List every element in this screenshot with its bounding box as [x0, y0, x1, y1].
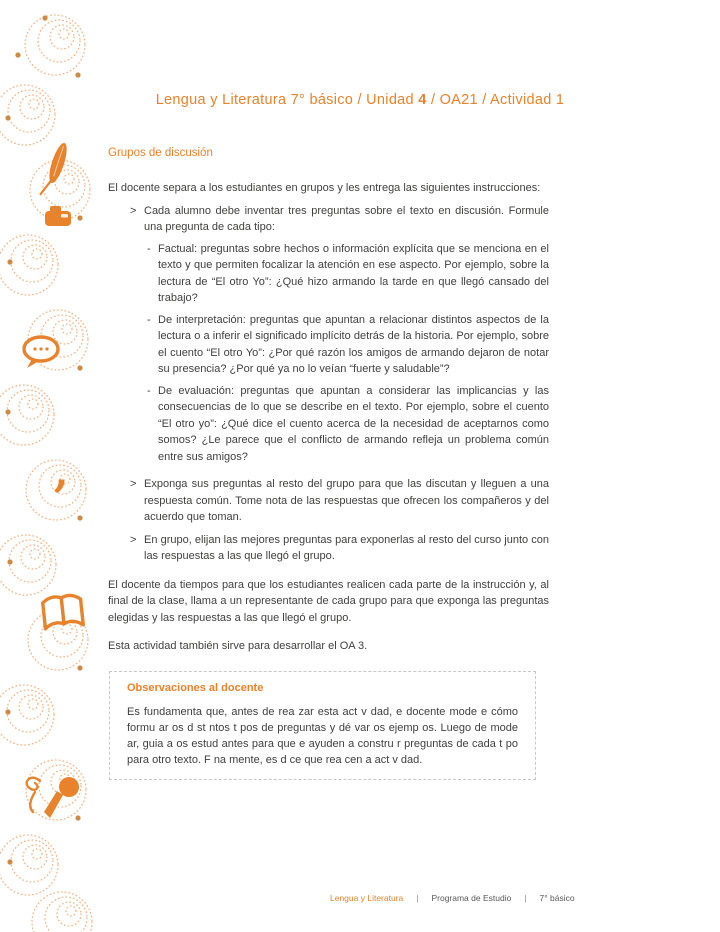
footer-separator: |: [524, 893, 527, 903]
list-item: [108, 532, 549, 565]
instruction-list: [108, 203, 549, 565]
section-heading: Grupos de discusión: [108, 147, 213, 159]
doodle-dots: [5, 15, 82, 864]
footer-program: Programa de Estudio: [431, 893, 512, 903]
list-item-text: En grupo, elijan las mejores preguntas para exponerlas al resto del curso junto con las respuestas a las que llegó el grupo.: [144, 533, 549, 562]
ink-pot-icon: [45, 206, 71, 226]
main-content: [108, 146, 549, 780]
open-book-icon: [42, 594, 83, 628]
microphone-icon: [27, 777, 79, 818]
quill-icon: [41, 141, 71, 198]
chevron-bullet-icon: >: [130, 204, 137, 217]
left-margin-decoration: [0, 0, 100, 932]
page-title-suffix: / OA21 / Actividad 1: [426, 92, 565, 108]
footer-brand: Lengua y Literatura: [330, 893, 404, 903]
page-title: [0, 92, 720, 108]
speech-bubble-icon: [24, 337, 58, 368]
list-item: [144, 241, 549, 307]
teacher-observations-body: Es fundamenta que, antes de rea zar esta act v dad, e docente mode e cómo formu ar os d st ntos t pos de preguntas y dé var os ejemp os. Luego de mode ar, guia a os estud antes para que e ayuden a constru r preguntas de cada t po para otro texto. F na mente, es d ce que rea cen a act v dad.: [127, 705, 518, 766]
footer-grade: 7° básico: [539, 893, 575, 903]
teacher-observations-title: Observaciones al docente: [127, 681, 264, 694]
question-type-list: [144, 241, 549, 466]
comma-icon: ,: [54, 447, 69, 496]
list-item-text: Factual: preguntas sobre hechos o información explícita que se menciona en el texto y que permiten focalizar la atención en ese aspecto. Por ejemplo, sobre la lectura de “El otro Yo”: ¿Qué hizo armando la tarde en que llegó cansado del trabajo?: [158, 242, 549, 304]
list-item-text: Exponga sus preguntas al resto del grupo para que las discutan y lleguen a una respuesta común. Tome nota de las respuestas que ofrecen los compañeros y del acuerdo que toman.: [144, 478, 549, 523]
list-item: [144, 312, 549, 378]
dash-bullet-icon: -: [147, 384, 151, 397]
list-item: [144, 383, 549, 466]
list-item: [108, 203, 549, 471]
dash-bullet-icon: -: [147, 313, 151, 326]
list-item-text: De evaluación: preguntas que apuntan a considerar las implicancias y las consecuencias de lo que se describe en el texto. Por ejemplo, sobre el cuento “El otro yo”: ¿Qué dice el cuento acerca de la necesidad de aceptarnos como somos? ¿Le parece que el conflicto de armando refleja un problema común entre sus amigos?: [158, 384, 549, 463]
list-item-body: [144, 476, 549, 526]
page-title-prefix: Lengua y Literatura 7° básico / Unidad: [155, 92, 419, 108]
list-item-body: [144, 532, 549, 565]
page-footer: [330, 893, 575, 903]
page-title-unit-number: 4: [418, 92, 427, 108]
chevron-bullet-icon: >: [130, 478, 137, 490]
list-item-body: [144, 203, 549, 471]
list-item-text: Cada alumno debe inventar tres preguntas sobre el texto en discusión. Formule una pregunta de cada tipo:: [144, 204, 549, 233]
chevron-bullet-icon: >: [130, 533, 137, 546]
footer-separator: |: [416, 893, 419, 903]
list-item: [108, 476, 549, 526]
teacher-observations-box: [109, 671, 536, 780]
dash-bullet-icon: -: [147, 242, 151, 255]
oa-note: Esta actividad también sirve para desarrollar el OA 3.: [108, 640, 368, 652]
list-item-text: De interpretación: preguntas que apuntan a relacionar distintos aspectos de la lectura o a inferir el significado implícito detrás de la historia. Por ejemplo, sobre el cuento “El otro Yo”: ¿Por qué razón los amigos de armando dejaron de notar su presencia? ¿Por qué ya no lo veían “fuerte y saludable”?: [158, 313, 549, 375]
closing-paragraph: El docente da tiempos para que los estudiantes realicen cada parte de la instrucción y, al final de la clase, llama a un representante de cada grupo para que exponga las preguntas elegidas y las respuestas a las que llegó el grupo.: [108, 578, 549, 624]
intro-paragraph: El docente separa a los estudiantes en grupos y les entrega las siguientes instrucciones:: [108, 182, 541, 194]
